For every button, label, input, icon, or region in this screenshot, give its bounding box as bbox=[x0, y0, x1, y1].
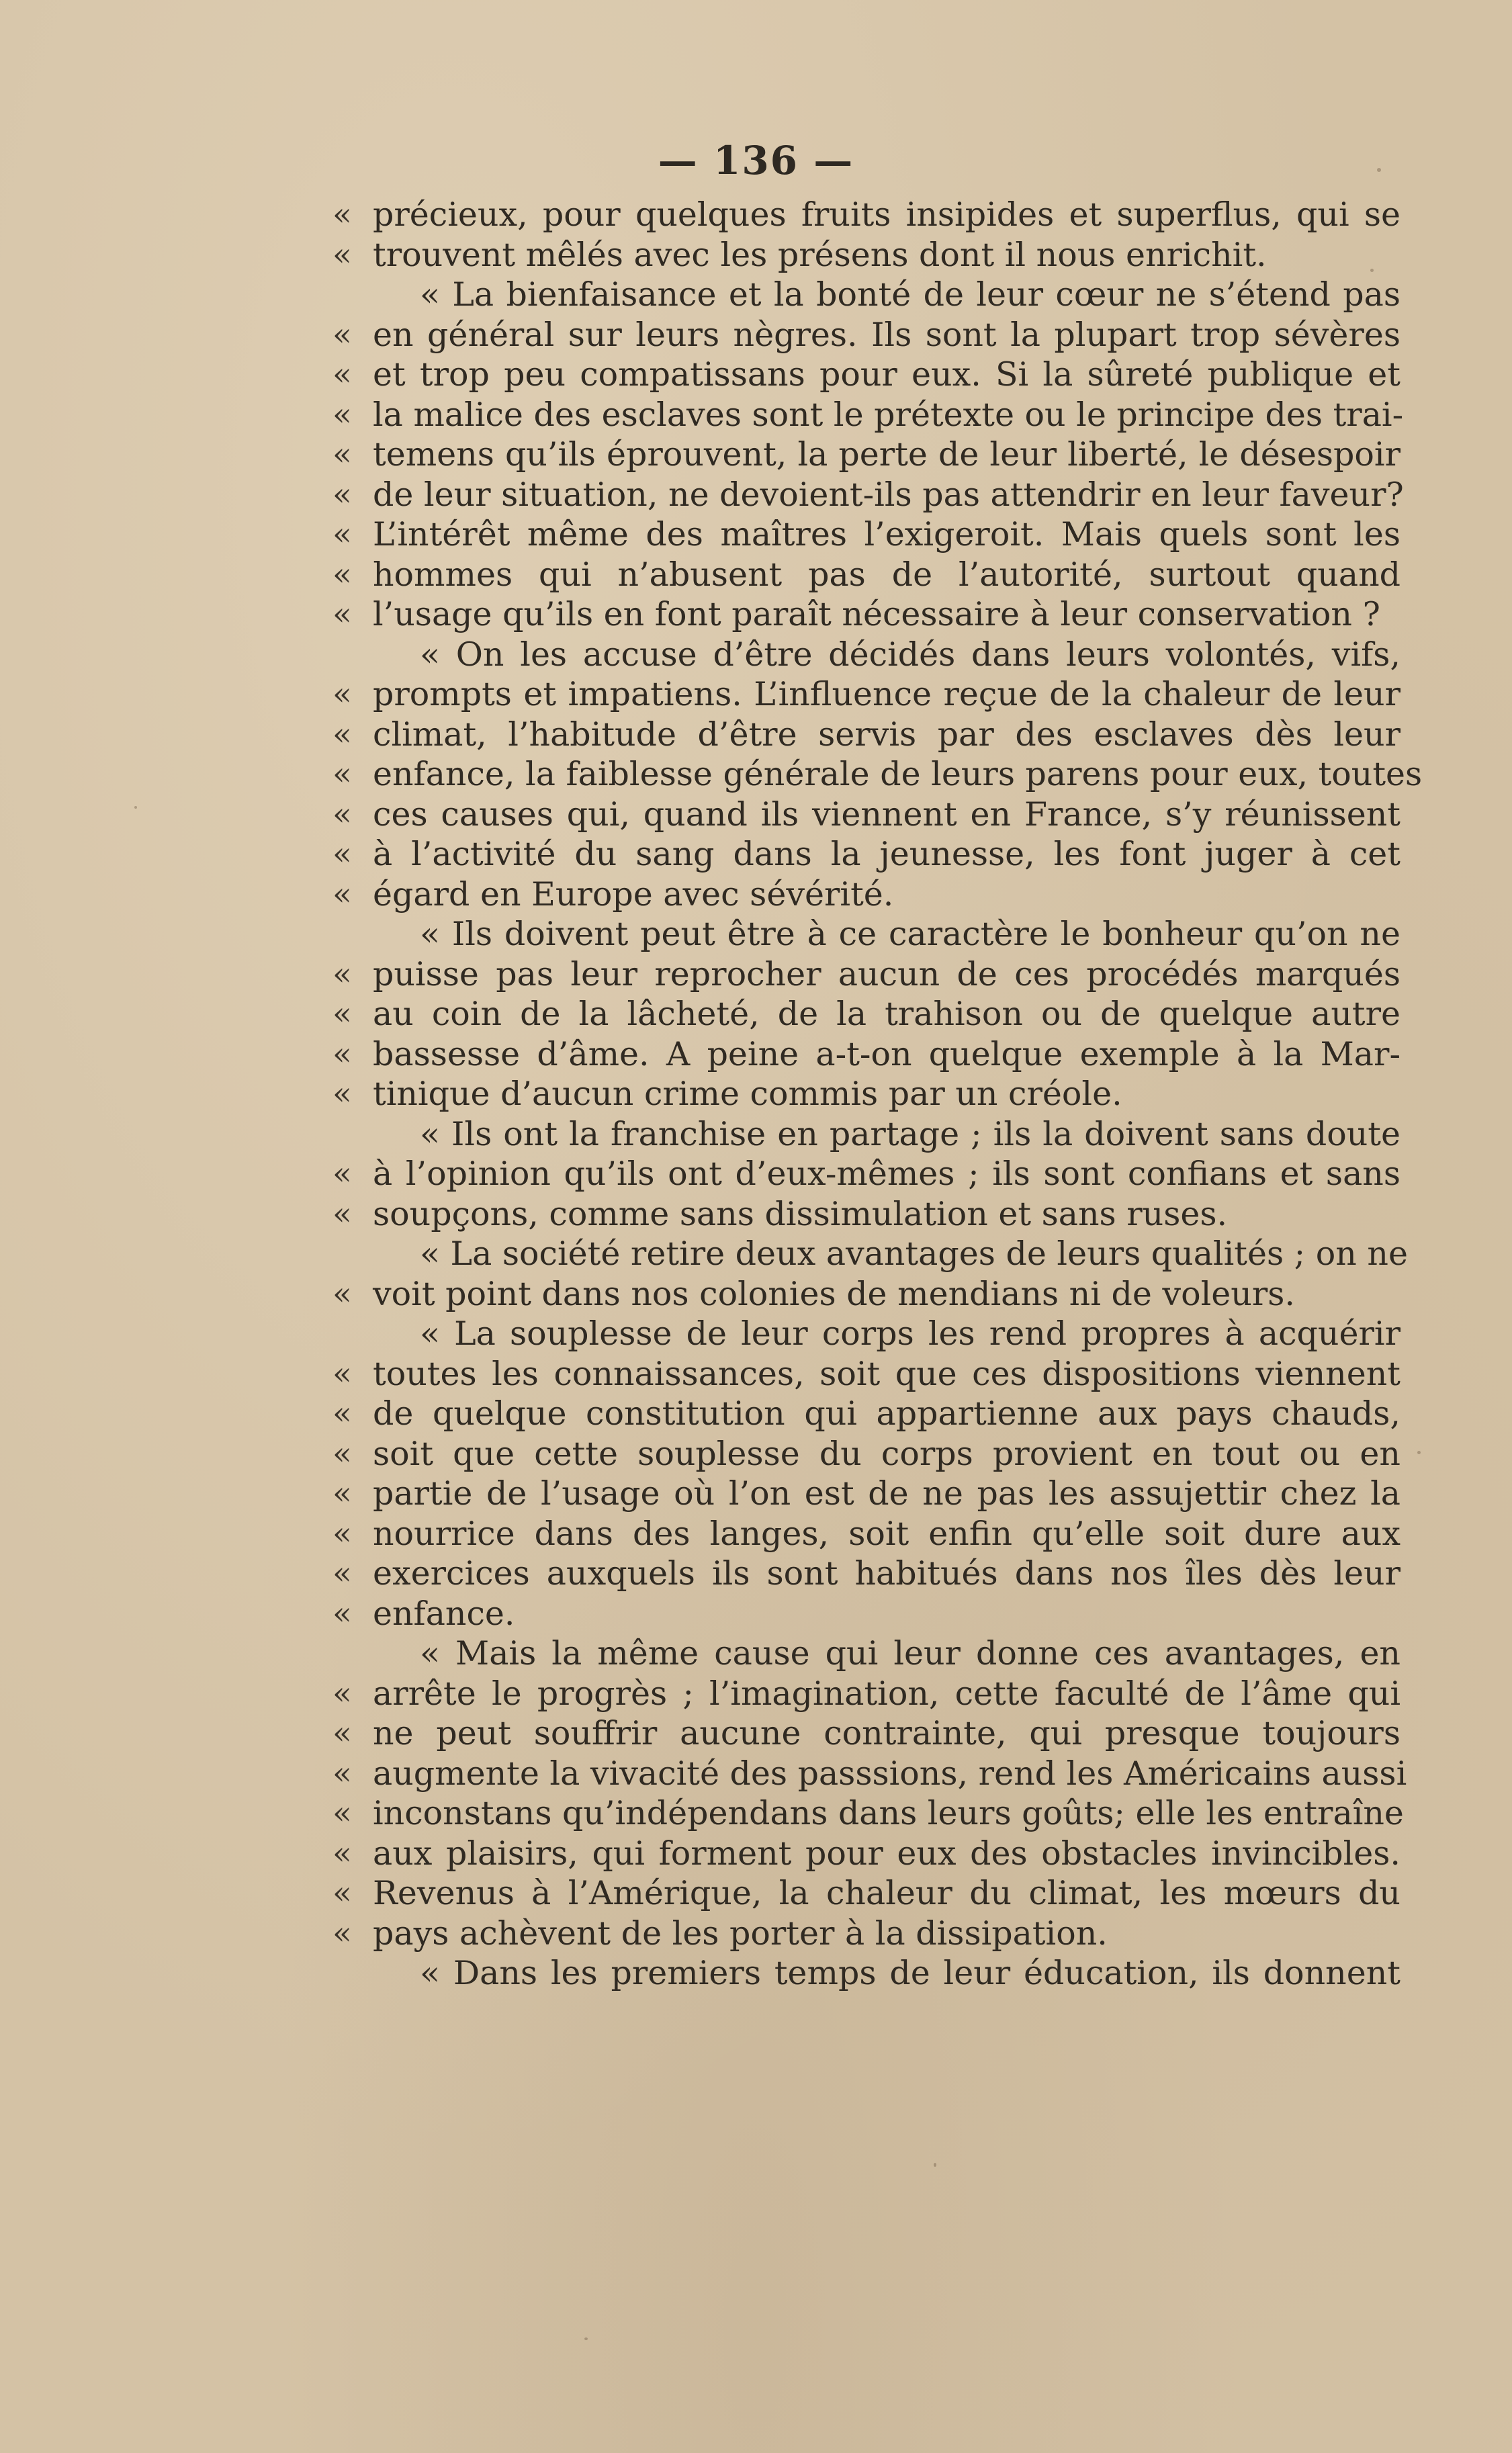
text-line bbox=[332, 555, 1400, 595]
text-line bbox=[332, 875, 1400, 915]
text-line bbox=[332, 1914, 1400, 1954]
text-line bbox=[332, 355, 1400, 395]
text-line bbox=[332, 994, 1400, 1034]
text-line bbox=[332, 795, 1400, 835]
margin-quote-mark: « bbox=[332, 836, 352, 873]
line-text: inconstans qu’indépendans dans leurs goûts; elle les entraîne bbox=[373, 1794, 1404, 1832]
line-text: augmente la vivacité des passsions, rend les Américains aussi bbox=[373, 1754, 1407, 1793]
margin-quote-mark: « bbox=[332, 1435, 352, 1472]
line-text: à l’opinion qu’ils ont d’eux-mêmes ; ils sont confians et sans bbox=[373, 1155, 1400, 1193]
text-line bbox=[332, 754, 1423, 795]
text-line bbox=[332, 834, 1400, 875]
line-text: « Mais la même cause qui leur donne ces avantages, en bbox=[420, 1634, 1400, 1672]
margin-quote-mark: « bbox=[332, 1355, 352, 1392]
text-line bbox=[373, 1114, 1400, 1155]
line-text: « La souplesse de leur corps les rend propres à acquérir bbox=[420, 1314, 1400, 1353]
text-line bbox=[332, 1514, 1400, 1554]
margin-quote-mark: « bbox=[332, 756, 352, 793]
margin-quote-mark: « bbox=[332, 676, 352, 713]
margin-quote-mark: « bbox=[332, 316, 352, 353]
margin-quote-mark: « bbox=[332, 875, 352, 913]
margin-quote-mark: « bbox=[332, 1754, 352, 1792]
line-text: nourrice dans des langes, soit enfin qu’elle soit dure aux bbox=[373, 1514, 1400, 1553]
margin-quote-mark: « bbox=[332, 1555, 352, 1592]
line-text: trouvent mêlés avec les présens dont il nous enrichit. bbox=[373, 235, 1267, 274]
margin-quote-mark: « bbox=[332, 516, 352, 553]
text-line bbox=[332, 1834, 1400, 1874]
margin-quote-mark: « bbox=[332, 1914, 352, 1952]
text-line bbox=[373, 1314, 1400, 1354]
margin-quote-mark: « bbox=[332, 1595, 352, 1632]
text-line bbox=[332, 674, 1400, 715]
margin-quote-mark: « bbox=[332, 1155, 352, 1192]
line-text: Revenus à l’Amérique, la chaleur du climat, les mœurs du bbox=[373, 1874, 1400, 1912]
text-line bbox=[373, 1634, 1400, 1674]
line-text: « On les accuse d’être décidés dans leurs volontés, vifs, bbox=[420, 635, 1400, 674]
margin-quote-mark: « bbox=[332, 596, 352, 633]
text-line bbox=[373, 1234, 1408, 1274]
text-line bbox=[332, 1793, 1404, 1834]
text-line bbox=[332, 1154, 1400, 1194]
margin-quote-mark: « bbox=[332, 356, 352, 393]
text-line bbox=[332, 395, 1404, 435]
line-text: précieux, pour quelques fruits insipides et superflus, qui se bbox=[373, 195, 1400, 234]
line-text: exercices auxquels ils sont habitués dans nos îles dès leur bbox=[373, 1554, 1400, 1593]
margin-quote-mark: « bbox=[332, 1795, 352, 1832]
margin-quote-mark: « bbox=[332, 1275, 352, 1312]
text-line bbox=[332, 435, 1400, 475]
line-text: soit que cette souplesse du corps provient en tout ou en bbox=[373, 1434, 1400, 1473]
text-line bbox=[332, 1554, 1400, 1594]
text-line bbox=[332, 1873, 1400, 1914]
line-text: pays achèvent de les porter à la dissipation. bbox=[373, 1914, 1108, 1953]
line-text: enfance, la faiblesse générale de leurs parens pour eux, toutes bbox=[373, 755, 1423, 793]
text-line bbox=[332, 954, 1400, 995]
line-text: hommes qui n’abusent pas de l’autorité, surtout quand bbox=[373, 555, 1400, 594]
text-line bbox=[332, 475, 1404, 515]
text-line bbox=[332, 515, 1400, 555]
line-text: « La société retire deux avantages de leurs qualités ; on ne bbox=[420, 1235, 1408, 1273]
margin-quote-mark: « bbox=[332, 196, 352, 233]
margin-quote-mark: « bbox=[332, 995, 352, 1032]
text-line bbox=[332, 1434, 1400, 1474]
line-text: en général sur leurs nègres. Ils sont la plupart trop sévères bbox=[373, 315, 1400, 354]
margin-quote-mark: « bbox=[332, 436, 352, 473]
line-text: tinique d’aucun crime commis par un créole. bbox=[373, 1075, 1122, 1113]
margin-quote-mark: « bbox=[332, 1675, 352, 1712]
paper-speck bbox=[934, 2163, 936, 2167]
text-line bbox=[373, 635, 1400, 675]
margin-quote-mark: « bbox=[332, 236, 352, 273]
text-line bbox=[332, 715, 1400, 755]
line-text: de quelque constitution qui appartienne aux pays chauds, bbox=[373, 1394, 1400, 1433]
text-line bbox=[373, 1953, 1400, 1994]
line-text: L’intérêt même des maîtres l’exigeroit. Mais quels sont les bbox=[373, 515, 1400, 553]
margin-quote-mark: « bbox=[332, 1715, 352, 1752]
line-text: bassesse d’âme. A peine a-t-on quelque exemple à la Mar- bbox=[373, 1034, 1400, 1073]
margin-quote-mark: « bbox=[332, 1475, 352, 1512]
margin-quote-mark: « bbox=[332, 555, 352, 593]
line-text: égard en Europe avec sévérité. bbox=[373, 875, 894, 913]
line-text: et trop peu compatissans pour eux. Si la sûreté publique et bbox=[373, 355, 1400, 394]
text-line bbox=[332, 594, 1400, 635]
line-text: la malice des esclaves sont le prétexte ou le principe des trai- bbox=[373, 395, 1404, 434]
line-text: toutes les connaissances, soit que ces dispositions viennent bbox=[373, 1354, 1400, 1393]
margin-quote-mark: « bbox=[332, 1395, 352, 1432]
page-number: — 136 — bbox=[658, 138, 854, 183]
margin-quote-mark: « bbox=[332, 1075, 352, 1112]
text-line bbox=[332, 195, 1400, 235]
line-text: puisse pas leur reprocher aucun de ces procédés marqués bbox=[373, 954, 1400, 993]
line-text: soupçons, comme sans dissimulation et sans ruses. bbox=[373, 1194, 1228, 1233]
text-line bbox=[332, 1074, 1400, 1114]
text-line bbox=[332, 1394, 1400, 1434]
text-line bbox=[332, 1474, 1400, 1514]
line-text: ces causes qui, quand ils viennent en France, s’y réunissent bbox=[373, 795, 1400, 834]
margin-quote-mark: « bbox=[332, 476, 352, 513]
margin-quote-mark: « bbox=[332, 715, 352, 753]
margin-quote-mark: « bbox=[332, 1195, 352, 1233]
text-line bbox=[332, 1674, 1400, 1714]
paper-speck bbox=[1377, 168, 1381, 172]
margin-quote-mark: « bbox=[332, 1834, 352, 1872]
line-text: temens qu’ils éprouvent, la perte de leur liberté, le désespoir bbox=[373, 435, 1400, 474]
line-text: « Dans les premiers temps de leur éducation, ils donnent bbox=[420, 1954, 1400, 1992]
paper-speck bbox=[584, 2337, 588, 2340]
text-line bbox=[332, 1713, 1400, 1754]
line-text: enfance. bbox=[373, 1594, 515, 1633]
line-text: de leur situation, ne devoient-ils pas attendrir en leur faveur? bbox=[373, 475, 1404, 514]
margin-quote-mark: « bbox=[332, 955, 352, 993]
text-line bbox=[332, 1194, 1400, 1235]
text-line bbox=[332, 235, 1400, 275]
paper-speck bbox=[1417, 1451, 1421, 1454]
margin-quote-mark: « bbox=[332, 1035, 352, 1073]
line-text: « La bienfaisance et la bonté de leur cœur ne s’étend pas bbox=[420, 275, 1400, 314]
line-text: « Ils ont la franchise en partage ; ils la doivent sans doute bbox=[420, 1114, 1400, 1153]
margin-quote-mark: « bbox=[332, 1875, 352, 1912]
line-text: voit point dans nos colonies de mendians ni de voleurs. bbox=[373, 1274, 1295, 1313]
margin-quote-mark: « bbox=[332, 396, 352, 433]
text-line bbox=[332, 315, 1400, 355]
text-line bbox=[332, 1034, 1400, 1075]
text-line bbox=[332, 1274, 1400, 1314]
paper-speck bbox=[134, 806, 137, 809]
margin-quote-mark: « bbox=[332, 1515, 352, 1552]
line-text: l’usage qu’ils en font paraît nécessaire à leur conservation ? bbox=[373, 595, 1380, 633]
line-text: aux plaisirs, qui forment pour eux des obstacles invincibles. bbox=[373, 1834, 1400, 1873]
line-text: au coin de la lâcheté, de la trahison ou de quelque autre bbox=[373, 995, 1400, 1033]
text-line bbox=[373, 275, 1400, 315]
line-text: arrête le progrès ; l’imagination, cette faculté de l’âme qui bbox=[373, 1674, 1400, 1713]
text-line bbox=[332, 1594, 1400, 1634]
line-text: « Ils doivent peut être à ce caractère le bonheur qu’on ne bbox=[420, 915, 1400, 953]
line-text: partie de l’usage où l’on est de ne pas les assujettir chez la bbox=[373, 1474, 1400, 1513]
text-line bbox=[373, 914, 1400, 954]
body-text bbox=[332, 195, 1423, 1994]
text-line bbox=[332, 1354, 1400, 1394]
line-text: à l’activité du sang dans la jeunesse, les font juger à cet bbox=[373, 835, 1400, 873]
paper-speck bbox=[1370, 269, 1374, 272]
margin-quote-mark: « bbox=[332, 795, 352, 833]
text-line bbox=[332, 1754, 1407, 1794]
line-text: climat, l’habitude d’être servis par des esclaves dès leur bbox=[373, 715, 1400, 754]
line-text: ne peut souffrir aucune contrainte, qui presque toujours bbox=[373, 1714, 1400, 1752]
line-text: prompts et impatiens. L’influence reçue de la chaleur de leur bbox=[373, 675, 1400, 713]
